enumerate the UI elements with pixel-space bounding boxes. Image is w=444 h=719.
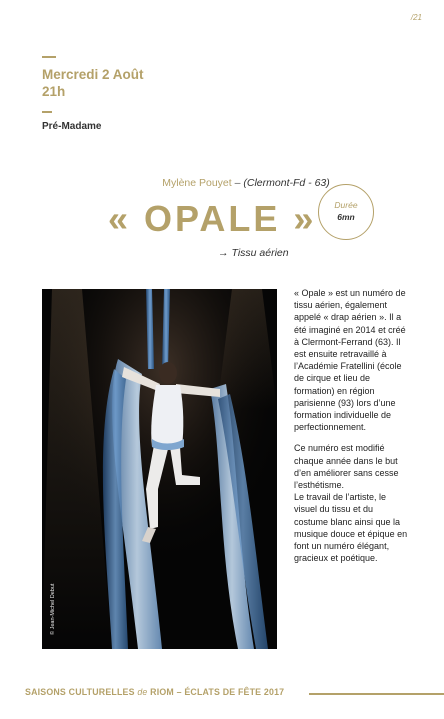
description-paragraph-2: Ce numéro est modifié chaque année dans le but d’en améliorer sans cesse l’esthétisme.	[294, 443, 399, 491]
photo-credit: © Jean-Michel Debut	[50, 583, 56, 635]
artist-line	[0, 177, 444, 189]
footer-part-2: de	[137, 687, 148, 697]
duration-badge	[318, 184, 374, 240]
duration-label: Durée	[334, 200, 358, 210]
footer-rule	[309, 693, 444, 695]
description-paragraph-3: Le travail de l’artiste, le visuel du tissu et du costume blanc ainsi que la musique douce et épique en font un numéro élégant, gracieux et poétique.	[294, 492, 408, 564]
event-time: 21h	[42, 84, 66, 99]
accent-dash-venue	[42, 111, 52, 113]
description-paragraph-1: « Opale » est un numéro de tissu aérien, également appelé « drap aérien ». Il a été imaginé en 2014 et créé à Clermont-Ferrand (63). Il est ensuite retravaillé à l’Académie Fratellini (école de cirque et lieu de formation) en région parisienne (93) lors d’une formation individuelle de perfectionnement.	[294, 288, 406, 433]
artist-name: Mylène Pouyet	[162, 177, 232, 189]
performance-photo	[42, 289, 277, 649]
event-venue: Pré-Madame	[42, 121, 102, 132]
event-date: Mercredi 2 Août	[42, 67, 144, 82]
artist-separator: –	[231, 177, 244, 189]
footer-title	[25, 687, 284, 697]
aerial-silk-illustration	[42, 289, 277, 649]
artist-origin: (Clermont-Fd - 63)	[243, 177, 330, 189]
footer-part-3: RIOM – ÉCLATS DE FÊTE 2017	[147, 687, 285, 697]
genre-label: Tissu aérien	[231, 247, 289, 259]
duration-value: 6mn	[337, 212, 355, 222]
show-title: « OPALE »	[108, 198, 317, 239]
page-number: /21	[410, 13, 422, 22]
arrow-right-icon: →	[218, 247, 229, 259]
accent-dash-top	[42, 56, 56, 58]
footer-part-1: SAISONS CULTURELLES	[25, 687, 138, 697]
genre-line	[218, 247, 289, 259]
description	[294, 287, 409, 564]
